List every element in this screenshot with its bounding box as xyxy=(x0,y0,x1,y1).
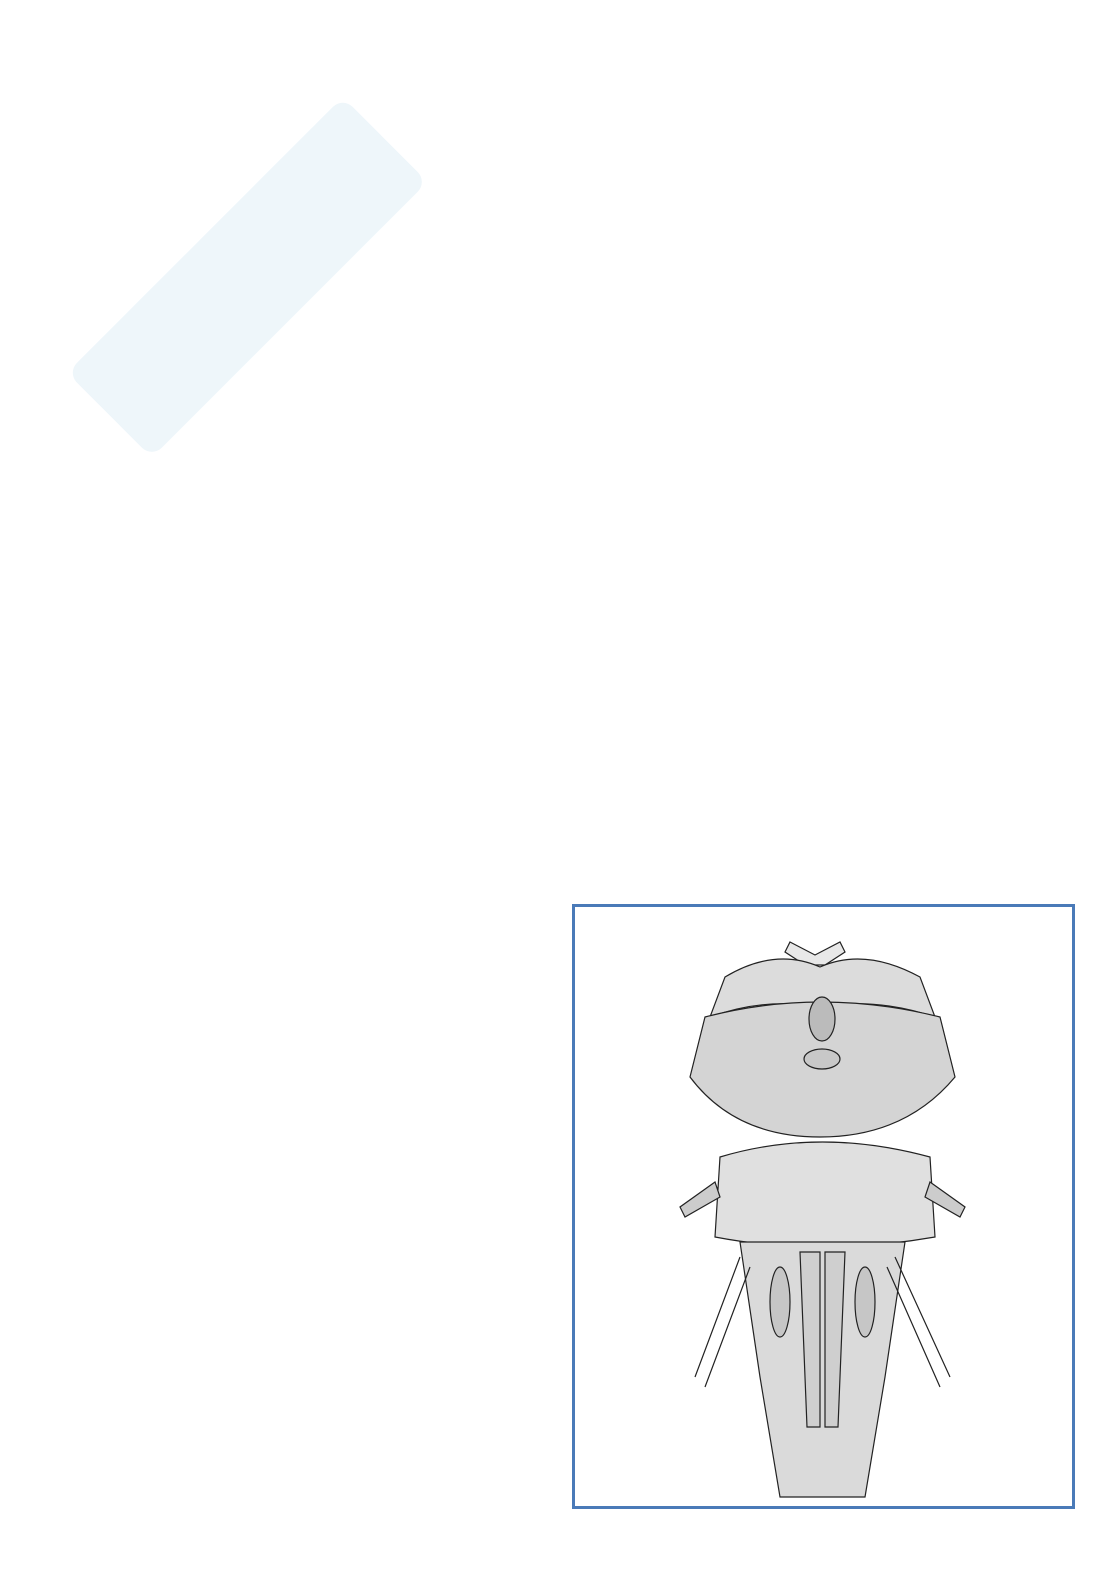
circle-bullet xyxy=(173,905,207,906)
sub-list-item xyxy=(173,905,560,906)
olive-left-shape xyxy=(770,1267,790,1337)
faccia-ventrale-column xyxy=(140,904,560,906)
watermark-badge xyxy=(67,97,428,458)
medulla-shape xyxy=(740,1242,905,1497)
skuola-watermark xyxy=(30,60,500,530)
mammillary-shape xyxy=(804,1049,840,1069)
brainstem-figure xyxy=(572,904,1075,1509)
olive-right-shape xyxy=(855,1267,875,1337)
pons-shape xyxy=(715,1142,935,1247)
trigeminal-left-shape xyxy=(680,1182,720,1217)
brainstem-illustration xyxy=(575,907,1072,1506)
infundibulum-shape xyxy=(809,997,835,1041)
